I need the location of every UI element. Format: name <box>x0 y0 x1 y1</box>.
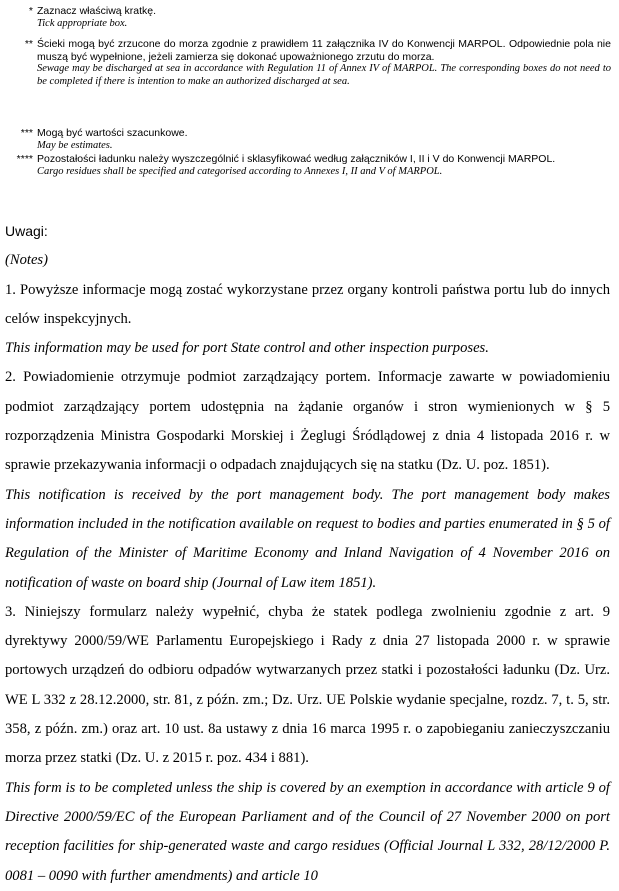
footnote-marker: **** <box>16 153 33 165</box>
footnote-4 <box>4 153 611 178</box>
note-2-pl: 2. Powiadomienie otrzymuje podmiot zarządzający portem. Informacje zawarte w powiadomieniu podmiot zarządzający portem udostępnia na żądanie organów i stron wymienionych w § 5 rozporządzenia Ministra Gospodarki Morskiej i Żeglugi Śródlądowej z dnia 4 listopada 2016 r. w sprawie przekazywania informacji o odpadach znajdujących się na statku (Dz. U. poz. 1851). <box>5 369 610 474</box>
notes-heading-en: (Notes) <box>5 252 48 269</box>
footnote-text-pl: Mogą być wartości szacunkowe. <box>37 127 188 139</box>
note-2-en: This notification is received by the port management body. The port management body makes information included in the notification available on request to bodies and parties enumerated in § 5 of Regulation of the Minister of Maritime Economy and Inland Navigation of 4 November 2016 on notification of waste on board ship (Journal of Law item 1851). <box>5 486 610 591</box>
notes-heading: Uwagi: <box>5 223 48 239</box>
note-1-pl: 1. Powyższe informacje mogą zostać wykorzystane przez organy kontroli państwa portu lub do innych celów inspekcyjnych. <box>5 281 610 327</box>
footnote-3 <box>4 127 611 152</box>
notes-section <box>5 217 610 891</box>
note-3-pl: 3. Niniejszy formularz należy wypełnić, chyba że statek podlega zwolnieniu zgodnie z art. 9 dyrektywy 2000/59/WE Parlamentu Europejskiego i Rady z dnia 27 listopada 2000 r. w sprawie portowych urządzeń do odbioru odpadów wytwarzanych przez statki i pozostałości ładunku (Dz. Urz. WE L 332 z 28.12.2000, str. 81, z późn. zm.; Dz. Urz. UE Polskie wydanie specjalne, rozdz. 7, t. 5, str. 358, z późn. zm.) oraz art. 10 ust. 8a ustawy z dnia 16 marca 1995 r. o zapobieganiu zanieczyszczaniu morza przez statki (Dz. U. z 2015 r. poz. 434 i 881). <box>5 603 610 767</box>
footnote-text-en: Tick appropriate box. <box>37 17 128 29</box>
footnote-marker: *** <box>20 127 33 139</box>
footnote-1 <box>4 5 611 30</box>
footnote-2 <box>4 38 611 88</box>
footnote-text-en: May be estimates. <box>37 139 113 151</box>
footnote-marker: ** <box>24 38 33 50</box>
footnote-text-pl: Pozostałości ładunku należy wyszczególnić i sklasyfikować według załączników I, II i V do Konwencji MARPOL. <box>37 153 556 165</box>
footnote-text-pl: Ścieki mogą być zrzucone do morza zgodnie z prawidłem 11 załącznika IV do Konwencji MARPOL. Odpowiednie pola nie muszą być wypełnione, jeżeli zamierza się dokonać upoważnionego zrzutu do morza. <box>37 38 611 63</box>
footnote-marker: * <box>28 5 33 17</box>
note-1-en: This information may be used for port State control and other inspection purposes. <box>5 340 489 357</box>
footnote-text-en: Sewage may be discharged at sea in accordance with Regulation 11 of Annex IV of MARPOL. The corresponding boxes do not need to be completed if there is intention to make an authorized discharged at sea. <box>37 63 611 87</box>
footnote-text-pl: Zaznacz właściwą kratkę. <box>37 5 157 17</box>
footnote-text-en: Cargo residues shall be specified and categorised according to Annexes I, II and V of MARPOL. <box>37 165 443 177</box>
note-3-en: This form is to be completed unless the ship is covered by an exemption in accordance with article 9 of Directive 2000/59/EC of the European Parliament and of the Council of 27 November 2000 on port reception facilities for ship-generated waste and cargo residues (Official Journal L 332, 28/12/2000 P. 0081 – 0090 with further amendments) and article 10 <box>5 779 610 884</box>
